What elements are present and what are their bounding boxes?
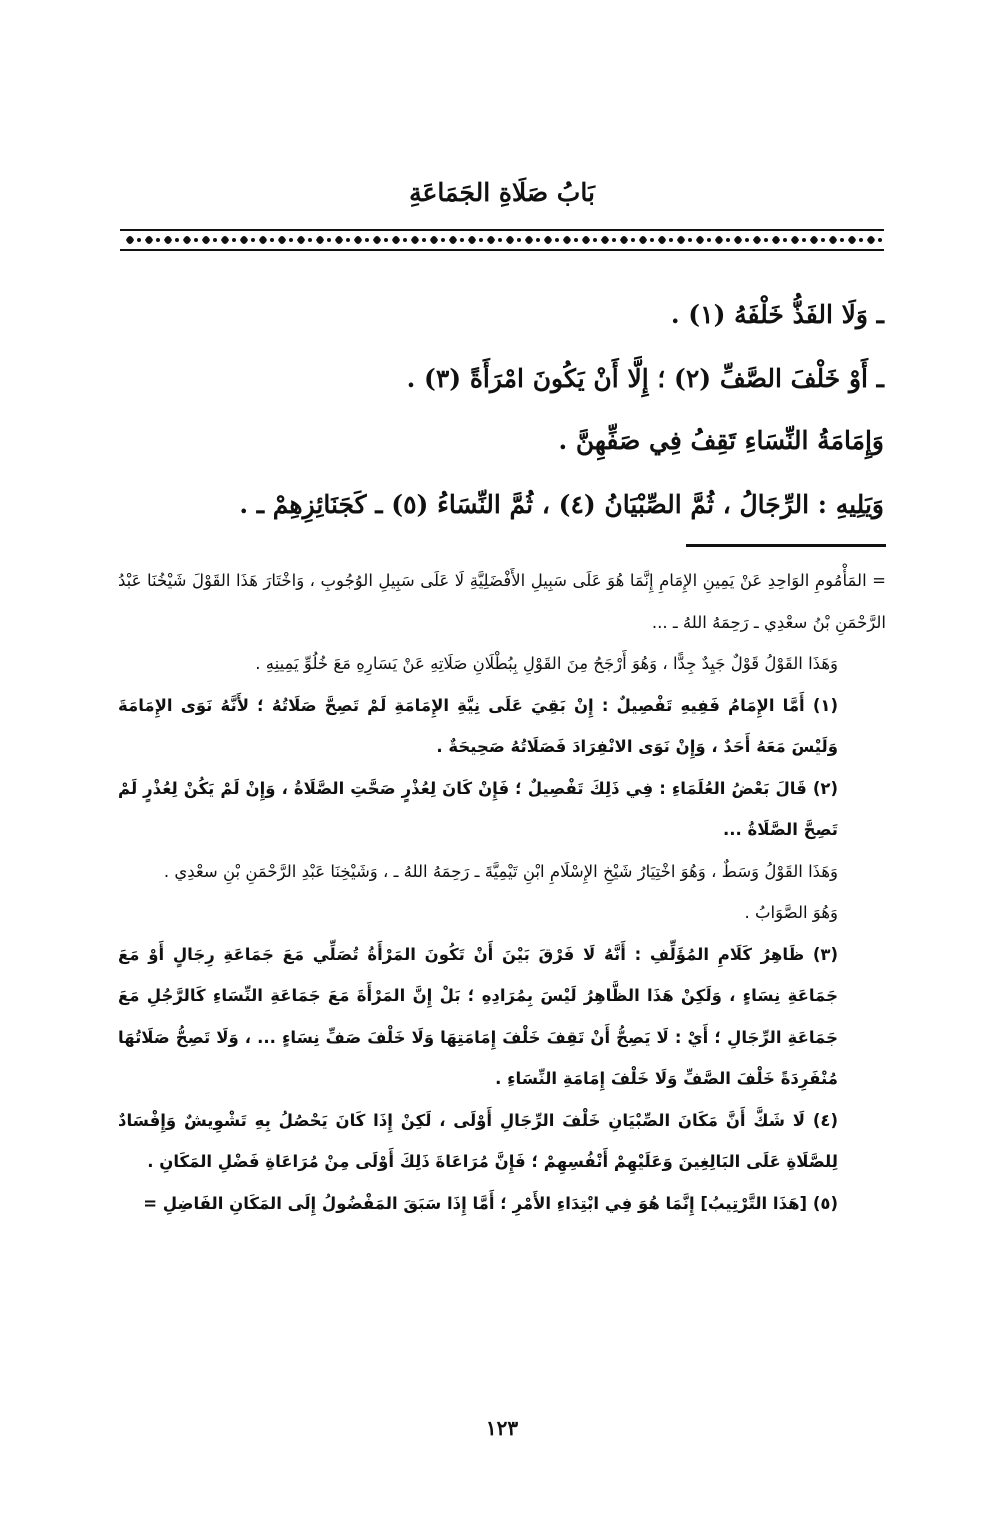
page-number: ١٢٣: [485, 1416, 519, 1440]
main-text-line-2: ـ أَوْ خَلْفَ الصَّفِّ (٢) ؛ إِلَّا أَنْ يَكُونَ امْرَأَةً (٣) .: [406, 364, 884, 393]
footnote-4: (٤) لَا شَكَّ أَنَّ مَكَانَ الصِّبْيَانِ خَلْفَ الرِّجَالِ أَوْلَى ، لَكِنْ إِذَا كَانَ يَحْصُلُ بِهِ تَشْوِيشٌ وَإِفْسَادٌ لِلصَّلَاةِ عَلَى البَالِغِينَ وَعَلَيْهِمْ أَنْفُسِهِمْ ؛ فَإِنَّ مُرَاعَاةَ ذَلِكَ أَوْلَى مِنْ مُرَاعَاةِ فَضْلِ المَكَانِ .: [118, 1110, 838, 1171]
footnote-3: (٣) ظَاهِرُ كَلَامِ المُؤَلِّفِ : أَنَّهُ لَا فَرْقَ بَيْنَ أَنْ تَكُونَ المَرْأَةُ تُصَلِّي مَعَ جَمَاعَةِ رِجَالٍ أَوْ مَعَ جَمَاعَةِ نِسَاءٍ ، وَلَكِنْ هَذَا الظَّاهِرُ لَيْسَ بِمُرَادِهِ ؛ بَلْ إِنَّ المَرْأَةَ مَعَ جَمَاعَةِ النِّسَاءِ كَالرَّجُلِ مَعَ جَمَاعَةِ الرِّجَالِ ؛ أَيْ : لَا يَصِحُّ أَنْ تَقِفَ خَلْفَ إِمَامَتِهَا وَلَا خَلْفَ صَفِّ نِسَاءٍ ... ، وَلَا تَصِحُّ صَلَاتُهَا مُنْفَرِدَةً خَلْفَ الصَّفِّ وَلَا خَلْفَ إِمَامَةِ النِّسَاءِ .: [118, 944, 838, 1088]
footnote-2-conclusion: وَهُوَ الصَّوَابُ .: [744, 903, 838, 922]
footnote-2-comment: وَهَذَا القَوْلُ وَسَطٌ ، وَهُوَ اخْتِيَارُ شَيْخِ الإِسْلَامِ ابْنِ تَيْمِيَّةَ ـ رَحِمَهُ اللهُ ـ ، وَشَيْخِنَا عَبْدِ الرَّحْمَنِ بْنِ سعْدِي .: [163, 861, 838, 881]
main-text-line-4: وَيَلِيهِ : الرِّجَالُ ، ثُمَّ الصِّبْيَانُ (٤) ، ثُمَّ النِّسَاءُ (٥) ـ كَجَنَائِزِهِمْ ـ .: [239, 490, 884, 519]
footnote-1: (١) أَمَّا الإِمَامُ فَفِيهِ تَفْصِيلٌ : إِنْ بَقِيَ عَلَى نِيَّةِ الإِمَامَةِ لَمْ تَصِحَّ صَلَاتُهُ ؛ لأَنَّهُ نَوَى الإِمَامَةَ وَلَيْسَ مَعَهُ أَحَدٌ ، وَإِنْ نَوَى الانْفِرَادَ فَصَلَاتُهُ صَحِيحَةٌ .: [118, 695, 838, 756]
chapter-title: بَابُ صَلَاةِ الجَمَاعَةِ: [409, 178, 595, 207]
main-text-line-1: ـ وَلَا الفَذُّ خَلْفَهُ (١) .: [670, 300, 884, 329]
decorative-border: [120, 228, 884, 252]
footnote-continuation: = المَأْمُومِ الوَاحِدِ عَنْ يَمِينِ الإِمَامِ إِنَّمَا هُوَ عَلَى سَبِيلِ الأَفْضَلِيَّةِ لَا عَلَى سَبِيلِ الوُجُوبِ ، وَاخْتَارَ هَذَا القَوْلَ شَيْخُنَا عَبْدُ الرَّحْمَنِ بْنُ سعْدِي ـ رَحِمَهُ اللهُ ـ ...: [118, 571, 886, 632]
footnote-5: (٥) [هَذَا التَّرْتِيبُ] إِنَّمَا هُوَ فِي ابْتِدَاءِ الأَمْرِ ؛ أَمَّا إِذَا سَبَقَ المَفْضُولُ إِلَى المَكَانِ الفَاضِلِ =: [143, 1193, 838, 1213]
main-text-line-3: وَإِمَامَةُ النِّسَاءِ تَقِفُ فِي صَفِّهِنَّ .: [558, 426, 884, 455]
footnote-2: (٢) قَالَ بَعْضُ العُلَمَاءِ : فِي ذَلِكَ تَفْصِيلٌ ؛ فَإِنْ كَانَ لِعُذْرٍ صَحَّتِ الصَّلَاةُ ، وَإِنْ لَمْ يَكُنْ لِعُذْرٍ لَمْ تَصِحَّ الصَّلَاةُ ...: [118, 778, 838, 839]
footnote-continuation-2: وَهَذَا القَوْلُ قَوْلٌ جَيِدٌ جِدًّا ، وَهُوَ أَرْجَحُ مِنَ القَوْلِ بِبُطْلَانِ صَلَاتِهِ عَنْ يَسَارِهِ مَعَ خُلُوِّ يَمِينِهِ .: [255, 654, 838, 673]
footnote-separator: [686, 544, 886, 547]
footnotes-block: [118, 560, 886, 1224]
